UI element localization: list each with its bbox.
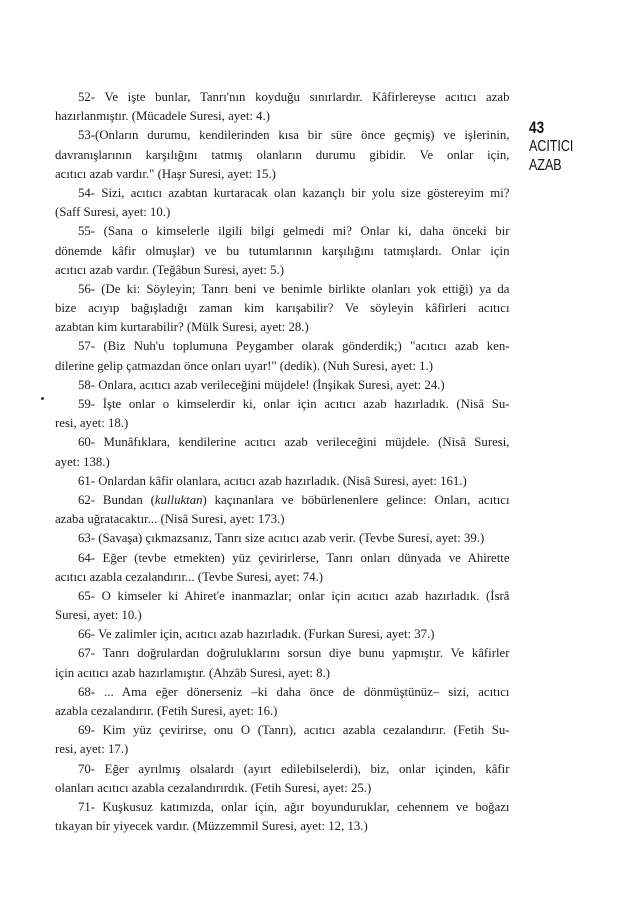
text-line (55, 625, 510, 644)
verse-64 (55, 549, 510, 587)
line-text: 56- (De ki: Söyleyin; Tanrı beni ve benimle birlikte olanları yok ettiği) ya da (78, 281, 510, 296)
line-text: 58- Onlara, acıtıcı azab verileceğini müjdele! (İnşikak Suresi, ayet: 24.) (78, 377, 445, 392)
line-text: resi, ayet: 17.) (55, 742, 129, 757)
line-text: 69- Kim yüz çevirirse, onu O (Tanrı), acıtıcı azabla cezalandırır. (Fetih Su- (78, 723, 510, 738)
verse-63 (55, 529, 510, 548)
verse-61 (55, 472, 510, 491)
line-text: için acıtıcı azab hazırlamıştır. (Ahzâb Suresi, ayet: 8.) (55, 665, 331, 680)
text-line (55, 318, 510, 337)
text-line (55, 683, 510, 702)
verse-68 (55, 683, 510, 721)
text-line (55, 165, 510, 184)
margin-heading (529, 118, 586, 175)
line-text: dönemde kâfir olmuşlar) ve bu tutumlarının karşılığını tatmışlardı. Onlar için (55, 243, 510, 258)
text-line (55, 433, 510, 452)
text-line (55, 299, 510, 318)
verse-53 (55, 126, 510, 184)
verse-58 (55, 376, 510, 395)
text-line (55, 740, 510, 759)
text-line (55, 203, 510, 222)
line-text-part: 62- Bundan ( (78, 492, 155, 507)
line-text: resi, ayet: 18.) (55, 416, 129, 431)
line-text: 65- O kimseler ki Ahiret'e inanmazlar; onlar için acıtıcı azab hazırladık. (İsrâ (78, 588, 510, 603)
page-body (55, 88, 510, 836)
text-line (55, 337, 510, 356)
verse-71 (55, 798, 510, 836)
line-text: 63- (Savaşa) çıkmazsanız, Tanrı size acıtıcı azab verir. (Tevbe Suresi, ayet: 39.) (78, 531, 485, 546)
verse-69 (55, 721, 510, 759)
text-line (55, 510, 510, 529)
verse-52 (55, 88, 510, 126)
text-line (55, 280, 510, 299)
text-line (55, 549, 510, 568)
line-text: (Saff Suresi, ayet: 10.) (55, 205, 171, 220)
verse-55 (55, 222, 510, 280)
line-text: 64- Eğer (tevbe etmekten) yüz çevirirlerse, Tanrı onları dünyada ve Ahirette (78, 550, 510, 565)
text-line (55, 529, 510, 548)
text-line (55, 126, 510, 145)
line-text: Suresi, ayet: 10.) (55, 608, 142, 623)
line-text: davranışlarının karşılığını tatmış olanların durumu gibidir. Ve onlar için, (55, 147, 510, 162)
line-text: 70- Eğer ayrılmış olsalardı (ayırt edilebilselerdi), biz, onlar içinden, kâfir (78, 761, 510, 776)
text-line (55, 817, 510, 836)
verse-70 (55, 760, 510, 798)
line-text: 66- Ve zalimler için, acıtıcı azab hazırladık. (Furkan Suresi, ayet: 37.) (78, 627, 435, 642)
text-line (55, 222, 510, 241)
text-line (55, 664, 510, 683)
line-text: hazırlanmıştır. (Mücadele Suresi, ayet: 4.) (55, 109, 270, 124)
text-line (55, 760, 510, 779)
text-line (55, 779, 510, 798)
line-text (78, 493, 510, 507)
verse-54 (55, 184, 510, 222)
section-number: 43 (529, 118, 545, 137)
text-line (55, 242, 510, 261)
line-text: dilerine gelip çatmazdan önce onları uyar!" (dedik). (Nuh Suresi, ayet: 1.) (55, 358, 433, 373)
verse-56 (55, 280, 510, 338)
text-line (55, 453, 510, 472)
verse-59 (55, 395, 510, 433)
text-line (55, 261, 510, 280)
text-line (55, 587, 510, 606)
line-text: ayet: 138.) (55, 454, 110, 469)
line-text-part: ) kaçınanlara ve böbürlenenlere gelince: Onları, acıtıcı (202, 492, 510, 507)
text-line (55, 376, 510, 395)
line-text: azaba uğratacaktır... (Nisâ Suresi, ayet: 173.) (55, 512, 285, 527)
text-line (55, 702, 510, 721)
verse-66 (55, 625, 510, 644)
line-text: 53-(Onların durumu, kendilerinden kısa bir süre önce geçmiş) ve işlerinin, (78, 128, 510, 143)
emphasized-term: kulluktan (154, 492, 203, 507)
section-title-line: ACITICI (529, 138, 574, 155)
text-line (55, 491, 510, 510)
line-text: 71- Kuşkusuz katımızda, onlar için, ağır boyunduruklar, cehennem ve boğazı (78, 799, 510, 814)
line-text: azabla cezalandırır. (Fetih Suresi, ayet: 16.) (55, 704, 278, 718)
verse-62 (55, 491, 510, 529)
line-text: 52- Ve işte bunlar, Tanrı'nın koyduğu sınırlardır. Kâfirlereyse acıtıcı azab (78, 90, 510, 104)
text-line (55, 798, 510, 817)
text-line (55, 414, 510, 433)
verse-57 (55, 337, 510, 375)
text-line (55, 644, 510, 663)
text-line (55, 472, 510, 491)
text-line (55, 107, 510, 126)
line-text: azabtan kim kurtarabilir? (Mülk Suresi, ayet: 28.) (55, 320, 309, 335)
section-title-line: AZAB (529, 157, 562, 174)
line-text: 60- Munâfıklara, kendilerine acıtıcı azab verileceğini müjdele. (Nisâ Suresi, (78, 435, 510, 450)
verse-60 (55, 433, 510, 471)
line-text: 54- Sizi, acıtıcı azabtan kurtaracak olan kazançlı bir yolu size göstereyim mi? (78, 185, 510, 200)
line-text: 57- (Biz Nuh'u toplumuna Peygamber olarak gönderdik;) "acıtıcı azab ken- (78, 339, 510, 354)
text-line (55, 395, 510, 414)
line-text: 61- Onlardan kâfir olanlara, acıtıcı azab hazırladık. (Nisâ Suresi, ayet: 161.) (78, 473, 467, 488)
line-text: bize acıyıp bağışladığı zaman kim karışabilir? Ve söyleyin kâfirleri acıtıcı (55, 301, 510, 316)
verse-67 (55, 644, 510, 682)
line-text: acıtıcı azab vardır. (Teğâbun Suresi, ayet: 5.) (55, 262, 285, 277)
line-text: 55- (Sana o kimselerle ilgili bilgi gelmedi mi? Onlar ki, daha önceki bir (78, 224, 510, 239)
text-line (55, 146, 510, 165)
text-line (55, 568, 510, 587)
line-text: 68- ... Ama eğer dönerseniz –ki daha önce de dönmüştünüz– sizi, acıtıcı (78, 684, 510, 699)
text-line (55, 184, 510, 203)
stray-dot (41, 397, 44, 400)
verse-65 (55, 587, 510, 625)
text-line (55, 606, 510, 625)
line-text: acıtıcı azabla cezalandırır... (Tevbe Suresi, ayet: 74.) (55, 569, 324, 584)
text-line (55, 721, 510, 740)
line-text: olanları acıtıcı azabla cezalandırırdık. (Fetih Suresi, ayet: 25.) (55, 780, 372, 795)
text-line (55, 88, 510, 107)
line-text: 67- Tanrı doğrulardan doğruluklarını sorsun diye bunu yapmıştır. Ve kâfirler (78, 646, 510, 661)
line-text: acıtıcı azab vardır." (Haşr Suresi, ayet: 15.) (55, 166, 276, 181)
text-line (55, 357, 510, 376)
line-text: 59- İşte onlar o kimselerdir ki, onlar için acıtıcı azab hazırladık. (Nisâ Su- (78, 397, 510, 411)
line-text: tıkayan bir yiyecek vardır. (Müzzemmil Suresi, ayet: 12, 13.) (55, 819, 368, 834)
